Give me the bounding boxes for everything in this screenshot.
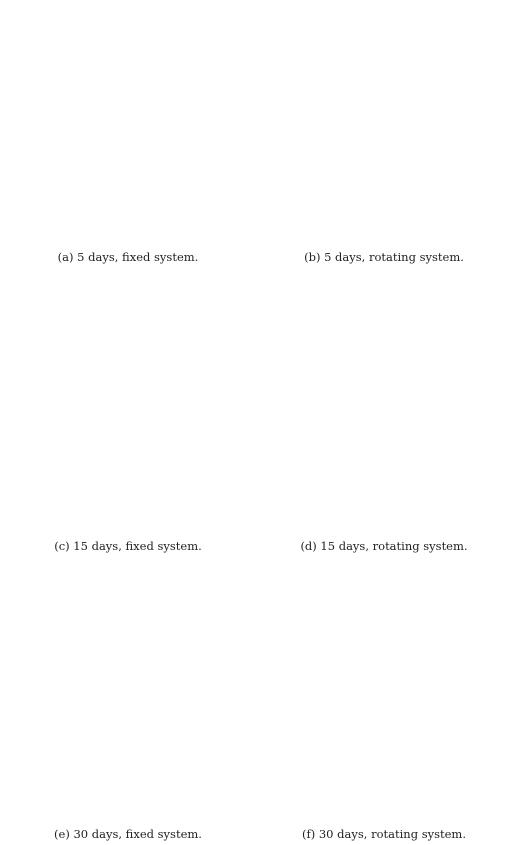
plot-c-svg <box>0 290 256 530</box>
plot-c <box>0 290 256 530</box>
plot-d-svg <box>256 290 512 530</box>
caption-a: (a) 5 days, fixed system. <box>57 250 199 264</box>
caption-d: (d) 15 days, rotating system. <box>300 539 468 553</box>
plot-d <box>256 290 512 530</box>
plot-b-svg <box>256 0 512 240</box>
caption-c: (c) 15 days, fixed system. <box>54 539 202 553</box>
plot-a <box>0 0 256 235</box>
plot-f-svg <box>256 575 512 815</box>
caption-b: (b) 5 days, rotating system. <box>304 250 464 264</box>
caption-e: (e) 30 days, fixed system. <box>54 827 202 841</box>
plot-e-svg <box>0 575 256 815</box>
plot-a-svg <box>0 0 256 235</box>
caption-f: (f) 30 days, rotating system. <box>301 827 466 841</box>
plot-e <box>0 575 256 815</box>
plot-b <box>256 0 512 240</box>
plot-f <box>256 575 512 815</box>
